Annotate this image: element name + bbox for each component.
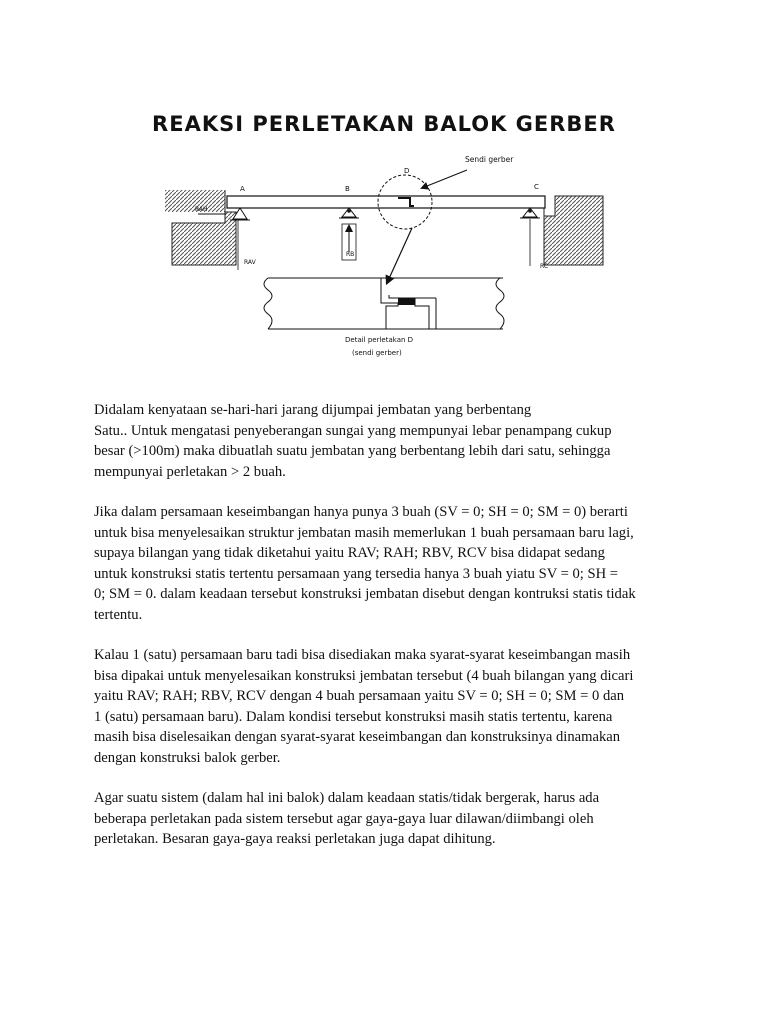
body-text: [94, 400, 684, 870]
label-c: C: [534, 183, 539, 191]
caption-line2: (sendi gerber): [352, 349, 402, 357]
caption-line1: Detail perletakan D: [345, 336, 414, 344]
label-a: A: [240, 185, 245, 193]
label-b: B: [345, 185, 350, 193]
label-rah: RAH: [195, 206, 208, 213]
paragraph-3: Kalau 1 (satu) persamaan baru tadi bisa disediakan maka syarat-syarat keseimbangan masih bisa dipakai untuk menyelesaikan konstruksi jembatan tersebut (4 buah bilangan yang dicari yaitu RAV; RAH; RBV, RCV dengan 4 buah persamaan yaitu SV = 0; SH = 0; SM = 0 dan 1 (satu) persamaan baru). Dalam kondisi tersebut konstruksi masih statis tertentu, karena masih bisa diselesaikan dengan syarat-syarat keseimbangan dan konstruksinya dinamakan dengan konstruksi balok gerber.: [94, 647, 634, 766]
detail-break-right: [496, 278, 504, 329]
gerber-beam-diagram: [0, 140, 768, 370]
left-abutment: [172, 212, 236, 265]
right-abutment: [544, 196, 603, 265]
label-d: D: [404, 167, 410, 175]
detail-joint-left: [381, 278, 398, 329]
detail-break-left: [264, 278, 272, 329]
paragraph-2: Jika dalam persamaan keseimbangan hanya punya 3 buah (SV = 0; SH = 0; SM = 0) berarti untuk bisa menyelesaikan struktur jembatan masih memerlukan 1 buah persamaan baru lagi, supaya bilangan yang tidak diketahui yaitu RAV; RAH; RBV, RCV bisa didapat sedang untuk konstruksi statis tertentu persamaan yang tersedia hanya 3 buah yiatu SV = 0; SH = 0; SM = 0. dalam keadaan tersebut konstruksi jembatan disebut dengan kontruksi statis tidak tertentu.: [94, 504, 636, 623]
paragraph-1: Didalam kenyataan se-hari-hari jarang dijumpai jembatan yang berbentang Satu.. Untuk mengatasi penyeberangan sungai yang mempunyai lebar penampang cukup besar (>100m) maka dibuatlah suatu jembatan yang berbentang lebih dari satu, sehingga mempunyai perletakan > 2 buah.: [94, 402, 612, 480]
label-sendi-gerber: Sendi gerber: [465, 155, 514, 164]
label-rc: RC: [540, 263, 549, 270]
paragraph-4: Agar suatu sistem (dalam hal ini balok) dalam keadaan statis/tidak bergerak, harus ada beberapa perletakan pada sistem tersebut agar gaya-gaya luar dilawan/diimbangi oleh perletakan. Besaran gaya-gaya reaksi perletakan juga dapat dihitung.: [94, 790, 600, 847]
document-title: REAKSI PERLETAKAN BALOK GERBER: [152, 112, 616, 136]
detail-bearing-pad: [398, 298, 415, 305]
beam: [227, 196, 545, 208]
label-rb: RB: [346, 251, 355, 258]
label-rav: RAV: [244, 259, 256, 266]
